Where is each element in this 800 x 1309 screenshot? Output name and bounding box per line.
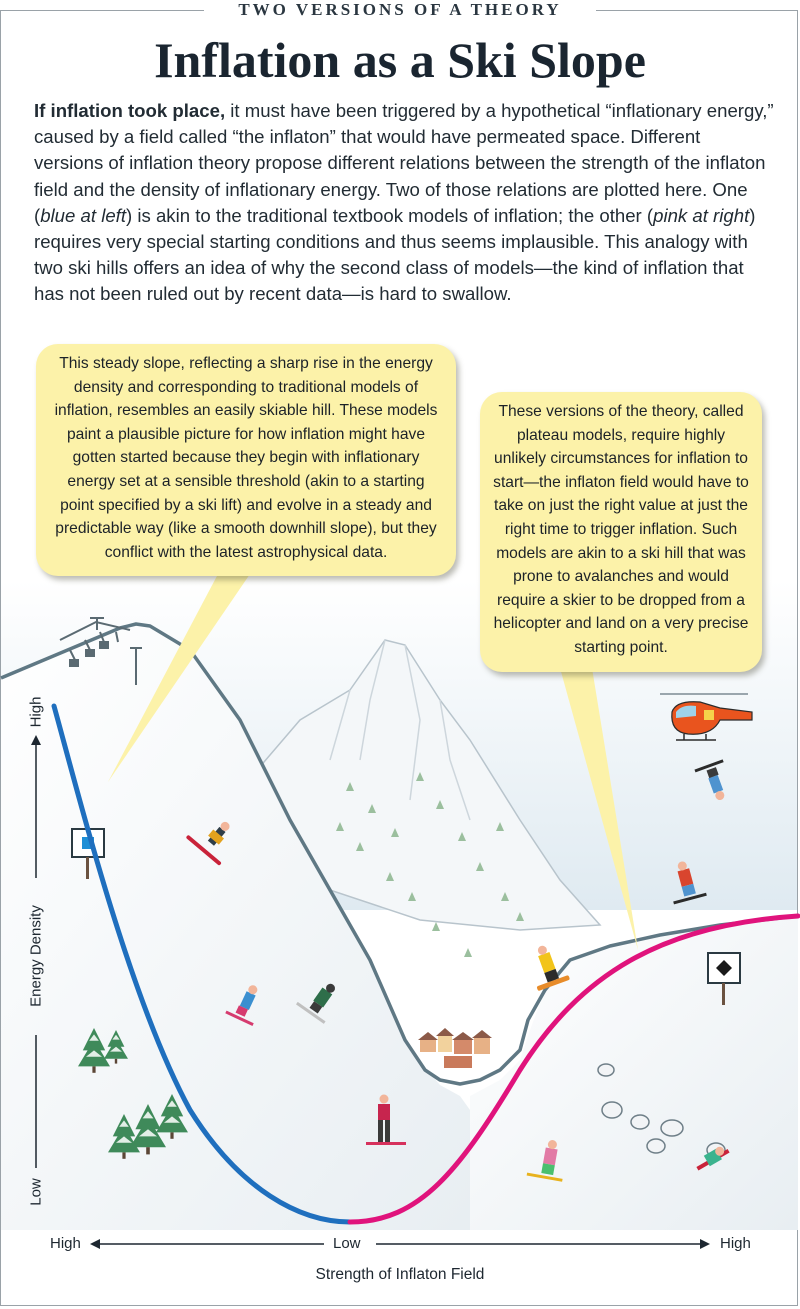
- intro-pink-note: pink at right: [653, 204, 750, 226]
- x-axis-right-label: High: [720, 1235, 751, 1252]
- y-axis-high-label: High: [27, 696, 45, 728]
- x-axis-title: Strength of Inflaton Field: [315, 1266, 485, 1283]
- plateau-callout: These versions of the theory, called plateau models, require highly unlikely circumstances for inflation to start—the inflaton field would have to take on just the right value at just the right time to trigger inflation. Such models are akin to a ski hill that was prone to avalanches and would require a skier to be dropped from a helicopter and land on a very precise starting point.: [480, 392, 762, 672]
- kicker: TWO VERSIONS OF A THEORY: [204, 0, 596, 22]
- intro-blue-note: blue at left: [40, 204, 126, 226]
- village-icon: [418, 1028, 492, 1068]
- x-axis: [90, 1239, 710, 1249]
- y-axis-title: Energy Density: [27, 905, 45, 1007]
- page-title: Inflation as a Ski Slope: [154, 32, 646, 88]
- steady-slope-callout: This steady slope, reflecting a sharp rise in the energy density and corresponding to traditional models of inflation, resembles an easily skiable hill. These models paint a plausible picture for how inflation might have gotten started because they begin with inflationary energy set at a sensible threshold (akin to a starting point specified by a ski lift) and evolve in a steady and predictable way (like a smooth downhill slope), but they conflict with the latest astrophysical data.: [36, 344, 456, 576]
- intro-text-2: ) is akin to the traditional textbook models of inflation; the other (: [126, 204, 654, 226]
- x-axis-left-label: High: [50, 1235, 81, 1252]
- intro-lead: If inflation took place,: [34, 100, 226, 121]
- intro-text-1: it must have been triggered by a hypothetical “inflationary energy,” caused by a field called “the inflaton” that would have permeated space. Different versions of inflation theory propose different relations between the strength of the inflaton field and the density of inflationary energy. Two of those relations are plotted here. One (: [34, 100, 774, 226]
- x-axis-center-label: Low: [333, 1235, 361, 1252]
- y-axis-low-label: Low: [27, 1178, 45, 1206]
- intro-text-3: ) requires very special starting conditions and thus seems implausible. This analogy with two ski hills offers an idea of why the second class of models—the kind of inflation that has not been ruled out by recent data—is hard to swallow.: [34, 204, 756, 305]
